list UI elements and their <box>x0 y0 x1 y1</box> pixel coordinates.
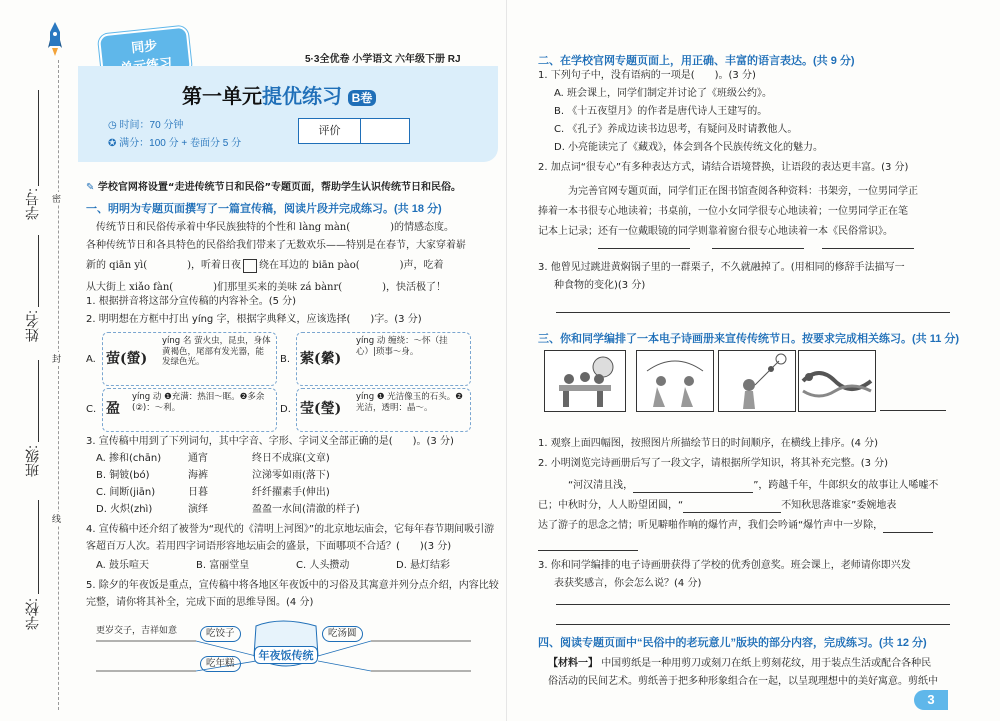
s2-q2-blank-1[interactable] <box>598 248 690 249</box>
s2-q2-passage2: 捧着一本书很专心地读着；书桌前，一位小女同学很专心地读着；一位男同学正在笔 <box>538 206 908 217</box>
festival-picture-2 <box>636 350 714 412</box>
q3-row-b[interactable]: B. 铜铍(bó) 海裤 泣涕零如雨(落下) <box>96 470 330 481</box>
passage-line1: 传统节日和民俗传承着中华民族独特的个性和 làng màn( )的情感态度。 <box>96 222 455 233</box>
mindmap-blank-2[interactable] <box>96 658 196 672</box>
poem-blank-2[interactable] <box>683 501 781 513</box>
s2-q1-opt-b[interactable]: B. 《十五夜望月》的作者是唐代诗人王建写的。 <box>554 106 768 117</box>
cut-label-mi: 密 <box>52 192 61 205</box>
section1-title: 一、明明为专题页面撰写了一篇宣传稿，阅读片段并完成练习。(共 18 分) <box>86 203 442 215</box>
answer-box[interactable] <box>243 259 257 273</box>
mindmap <box>86 616 476 716</box>
intro-text: ✎ 学校官网将设置“走进传统节日和民俗”专题页面，帮助学生认识传统节日和民俗。 <box>86 182 462 193</box>
title-tag: B卷 <box>348 90 377 106</box>
mindmap-text1: 更岁交子，吉祥如意 <box>96 626 178 636</box>
star-icon: ✪ <box>108 138 120 149</box>
s3-q1: 1. 观察上面四幅图，按照图片所描绘节日的时间顺序，在横线上排序。(4 分) <box>538 438 879 449</box>
picture-order-blank[interactable] <box>880 410 946 411</box>
s3-q2-line3: 达了游子的思念之情；听见噼啪作响的爆竹声，我们会吟诵“爆竹声中一岁除， <box>538 520 933 533</box>
s3-q3-answer-line-2[interactable] <box>556 624 950 625</box>
s2-q1: 1. 下列句子中，没有语病的一项是( )。(3 分) <box>538 70 756 81</box>
badge-line1: 同步 <box>130 37 158 56</box>
cut-line <box>58 60 59 710</box>
name-label: 姓名: <box>24 310 40 342</box>
poem-blank-4[interactable] <box>538 550 638 551</box>
s1-q2: 2. 明明想在方框中打出 yíng 字，根据字典释义，应该选择( )字。(3 分) <box>86 314 422 325</box>
poem-blank-1[interactable] <box>633 481 753 493</box>
s2-q3-line1: 3. 他曾见过跳进黄焖锅子里的一群栗子，不久就融掉了。(用相同的修辞手法描写一 <box>538 262 905 273</box>
time-info <box>108 116 183 131</box>
s3-q3-line1: 3. 你和同学编排的电子诗画册获得了学校的优秀创意奖。班会课上，老师请你即兴发 <box>538 560 911 571</box>
mindmap-center: 年夜饭传统 <box>254 646 318 664</box>
pen-icon: ✎ <box>86 182 98 193</box>
grade-box <box>298 118 410 144</box>
s2-q1-opt-a[interactable]: A. 班会课上，同学们制定并讨论了《班级公约》。 <box>554 88 773 99</box>
s1-q1: 1. 根据拼音将这部分宣传稿的内容补全。(5 分) <box>86 296 297 307</box>
student-id-label: 学号: <box>24 188 40 220</box>
passage-line4: 从大街上 xiǎo fàn( )们那里买来的美味 zá bànr( )，快活极了！ <box>86 282 447 293</box>
mindmap-blank-3[interactable] <box>371 658 471 672</box>
title-highlight: 提优练习 <box>262 86 342 108</box>
time-text: 时间：70 分钟 <box>119 120 184 131</box>
passage-line3: 新的 qiān yì( )，听着日夜 绕在耳边的 biān pào( )声，吃着 <box>86 260 444 271</box>
s2-q2-passage3: 记本上记录；还有一位戴眼镜的同学则靠着窗台很专心地读着一本《民俗常识》。 <box>538 226 893 237</box>
s2-q3-answer-line[interactable] <box>556 312 950 313</box>
rocket-icon <box>48 22 62 56</box>
cut-label-xian: 线 <box>52 512 61 525</box>
s1-q3: 3. 宣传稿中用到了下列词句，其中字音、字形、字词义全部正确的是( )。(3 分) <box>86 436 454 447</box>
s2-q2-blank-2[interactable] <box>712 248 804 249</box>
s2-q2-blank-3[interactable] <box>822 248 914 249</box>
q3-row-d[interactable]: D. 火炽(zhì) 演绎 盈盈一水间(清澈的样子) <box>96 504 360 515</box>
festival-picture-3 <box>718 350 796 412</box>
s3-q3-line2: 表获奖感言，你会怎么说？(4 分) <box>554 578 702 589</box>
binding-strip <box>0 0 78 721</box>
section2-title: 二、在学校官网专题页面上，用正确、丰富的语言表达。(共 9 分) <box>538 55 855 67</box>
dict-option-c[interactable]: C. 盈 yíng 动 ❶充满：热泪～眶。❷多余(②)：～利。 <box>86 388 286 434</box>
name-field[interactable] <box>38 235 39 307</box>
student-id-field[interactable] <box>38 90 39 186</box>
s2-q1-opt-c[interactable]: C. 《孔子》养成边读书边思考，有疑问及时请教他人。 <box>554 124 798 135</box>
festival-picture-1 <box>544 350 626 412</box>
score-text: 满分：100 分 + 卷面分 5 分 <box>119 138 242 149</box>
s2-q2: 2. 加点词“很专心”有多种表达方式，请结合语境替换，让语段的表达更丰富。(3 分) <box>538 162 909 173</box>
mindmap-node-dumpling: 吃饺子 <box>200 626 241 642</box>
q3-row-c[interactable]: C. 间断(jiān) 日暮 纤纤擢素手(伸出) <box>96 487 330 498</box>
s2-q1-opt-d[interactable]: D. 小亮能读完了《藏戏》，体会到各个民族传统文化的魅力。 <box>554 142 824 153</box>
material1-line2: 俗活动的民间艺术。剪纸善于把多种形象组合在一起，以呈现理想中的美好寓意。剪纸中 <box>548 676 938 687</box>
section4-title: 四、阅读专题页面中“民俗中的老玩意儿”版块的部分内容，完成练习。(共 12 分) <box>538 637 927 649</box>
dict-option-b[interactable]: B. 萦(縈) yíng 动 缠绕：～怀（挂心）|琐事～身。 <box>280 332 480 388</box>
festival-picture-4 <box>798 350 876 412</box>
mindmap-blank-1[interactable] <box>371 628 471 642</box>
s1-q4-line1: 4. 宣传稿中还介绍了被誉为“现代的《清明上河图》”的北京地坛庙会，它每年春节期间吸引游 <box>86 524 495 535</box>
q4-options[interactable]: A. 鼓乐喧天 B. 富丽堂皇 C. 人头攒动 D. 悬灯结彩 <box>96 560 451 571</box>
s3-q2-line2: 已；中秋时分，人人盼望团圆，“ 不知秋思落谁家”委婉地表 <box>538 500 897 511</box>
series-label: 5·3全优卷 小学语文 六年级下册 RJ <box>305 54 461 65</box>
s2-q2-passage1: 为完善官网专题页面，同学们正在图书馆查阅各种资料：书架旁，一位男同学正 <box>568 186 918 197</box>
clock-icon: ◷ <box>108 120 120 131</box>
passage-line2: 各种传统节日和各具特色的民俗给我们带来了无数欢乐——特别是在春节，大家穿着崭 <box>86 240 466 251</box>
cut-label-feng: 封 <box>52 352 61 365</box>
title-main: 第一单元 <box>182 86 262 108</box>
section3-title: 三、你和同学编排了一本电子诗画册来宣传传统节日。按要求完成相关练习。(共 11 分) <box>538 333 960 345</box>
mindmap-node-niangao: 吃年糕 <box>200 656 241 672</box>
page-number: 3 <box>914 690 948 710</box>
s1-q5-line1: 5. 除夕的年夜饭是重点，宣传稿中将各地区年夜饭中的习俗及其寓意并列分点介绍，内容比较 <box>86 580 499 591</box>
s3-q2-line1: “河汉清且浅， ”，跨越千年，牛郎织女的故事让人唏嘘不 <box>568 480 939 491</box>
grade-input[interactable] <box>361 119 409 143</box>
school-label: 学校: <box>24 598 40 630</box>
s1-q5-line2: 完整，请你将其补全，完成下面的思维导图。(4 分) <box>86 597 314 608</box>
poem-blank-3[interactable] <box>883 521 933 533</box>
dict-option-d[interactable]: D. 莹(瑩) yíng ❶ 光洁像玉的石头。❷ 光洁，透明：晶～。 <box>280 388 480 434</box>
q3-row-a[interactable]: A. 掺和(chān) 通宵 终日不成寐(文章) <box>96 453 330 464</box>
s3-q2: 2. 小明浏览完诗画册后写了一段文字，请根据所学知识，将其补充完整。(3 分) <box>538 458 889 469</box>
mindmap-node-tangyuan: 吃汤圆 <box>322 626 363 642</box>
s2-q3-line2: 种食物的变化)(3 分) <box>554 280 646 291</box>
material1-label: 【材料一】 <box>548 658 598 669</box>
page-gutter <box>506 0 507 721</box>
dict-option-a[interactable]: A. 萤(螢) yíng 名 萤火虫，昆虫，身体黄褐色，尾部有发光器，能发绿色光。 <box>86 332 286 388</box>
s3-q3-answer-line-1[interactable] <box>556 604 950 605</box>
score-info <box>108 134 241 149</box>
material1-line1: 【材料一】 中国剪纸是一种用剪刀或刻刀在纸上剪刻花纹，用于装点生活或配合各种民 <box>548 658 932 669</box>
s1-q4-line2: 客超百万人次。若用四字词语形容地坛庙会的盛景，下面哪项不合适？( )(3 分) <box>86 541 452 552</box>
class-label: 班级: <box>24 445 40 477</box>
school-field[interactable] <box>38 500 39 594</box>
page-title <box>182 80 376 109</box>
grade-label: 评价 <box>299 119 361 143</box>
class-field[interactable] <box>38 360 39 442</box>
